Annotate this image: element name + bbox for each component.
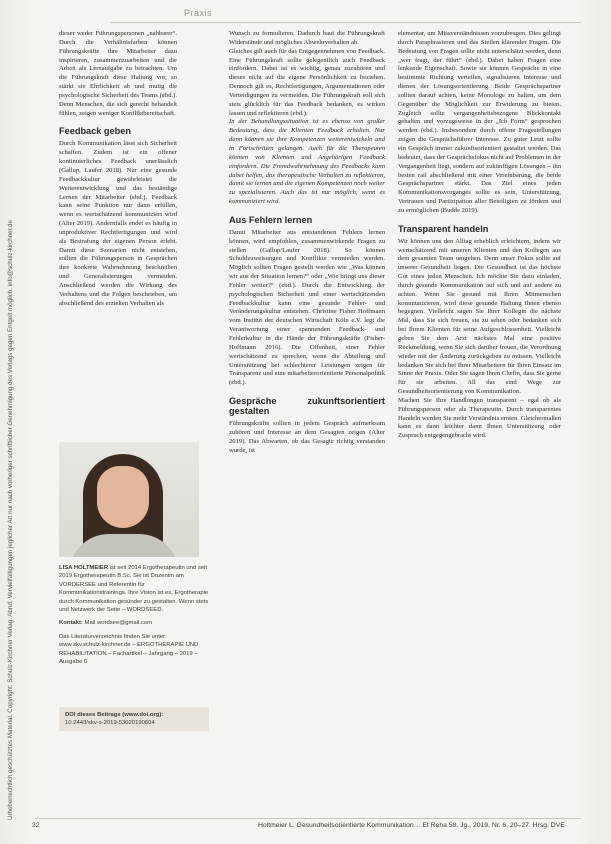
italic-paragraph: In der Behandlungssituation ist es ebenso von großer Bedeutung, dass die Klienten Feedback erhalten. Nur dann können sie ihre Kompetenzen weiterentwickeln und in Fortschritten gelangen. Auch für die Therapeuten können von Klienten und Angehörigen Feedback einfordern. Die Fremdwahrnehmung des Feedbacks kann dabei helfen, das therapeutische Verhalten zu reflektieren, damit sie lernen und die eigenen Kompetenzen noch weiter zu spezialisieren. Auch das ist nur möglich, wenn es kommuniziert wird. <box>229 118 385 206</box>
doi-label: DOI dieses Beitrags (www.doi.org): <box>65 712 164 718</box>
paragraph: Damit Mitarbeiter aus entstandenen Fehlern lernen können, wird empfohlen, zusammenwirkende Fragen zu stellen (Gallup/Laufer 2018). So können Schuldzuweisungen und Konflikte vermieden werden. Möglich sollten Fragen gestellt werden wie „Was können wir aus der Situation lernen?“ oder „Wie bringt uns dieser Fehler weiter?“ (ebd.). Durch die Entwicklung der psychologischen Sicherheit und einer wertschätzenden Feedbackkultur kann eine gesunde Fehler- und Veränderungskultur entstehen. Christine Fisher Hoffmann vom Institut der deutschen Wirtschaft Köln e.V. legt die Verantwortung einer spannenden Feedback- und Fehlerkultur in die Hände der Führungskräfte (Fisher-Hoffmann 2016). Die Offenheit, einer Fehler wertschätzend zu sprechen, wenn die Abteilung und Unterstützung bei schlechterer Leistungen zeigen für Transparenz und eine mitarbeiterorientierte Personalpolitik (ebd.). <box>229 228 385 387</box>
header-rule <box>110 8 581 23</box>
heading-fehler: Aus Fehlern lernen <box>229 214 313 225</box>
heading-gespraeche: Gespräche zukunftsorientiert gestalten <box>229 396 385 417</box>
paragraph: elementar, um Missverständnissen vorzubeugen. Dies gelingt durch Paraphrasieren und das Stellen klärender Fragen. Die Bedeutung von Fragen sollte nicht unterschätzt werden, denn „wer fragt, der führt“ (ebd.). Dabei haben Fragen eine lenkende Eigenschaft. Sowie sie können Gespräche in eine bestimmte Richtung verteilen, signalisieren Interesse und dienen der Lösungsorientierung. Beide Gesprächspartner sollten darauf achten, keine Monologe zu halten, um dem Gegenüber die Möglichkeit zur Erwiderung zu bieten. Zugleich sollte vergangenheitsbezogene Blickkontakt gehalten und vorzugsweise in der „Ich Form“ gesprochen werden (ebd.). Insbesondere durch offene Fragestellungen zeigen die Gesprächsführer Interesse. Zu guter Letzt sollte ein Gespräch immer zukunftsorientiert gestaltet werden. Das bedeutet, dass der Gesprächsfokus nicht auf Problemen in der Vergangenheit liegt, sondern auf zukünftigen Lösungen – ihn besten rail abschließend mit einer Vereinbarung, die beide Gesprächspartner stärkt. Das Ziel eines jeden Kommunikationsvorganges sollte es sein, Unterstützung, Vertrauen und Partizipation aller Beteiligten zu fördern und zu ermöglichen (Budde 2019). <box>398 30 561 214</box>
doi-box <box>59 707 209 731</box>
footer-rule <box>35 818 581 819</box>
doi-value[interactable]: 10.2443/skv-s-2019-53020190604 <box>65 720 155 726</box>
paragraph: Wunsch zu formulieren. Dadurch baut die Führungskraft Widerstände und mögliches Abwehrverhalten ab. <box>229 30 385 46</box>
heading-transparent: Transparent handeln <box>398 223 489 234</box>
paragraph: Wir können uns den Alltag erheblich erleichtern, indem wir wertschätzend mit unseren Klienten und den Kollegen aus dem gesamten Team umgehen. Denn unser Fokus sollte auf unserer Gesundheit liegen. Die Gesundheit ist das höchste Gut eines jeden Menschen. Ich möchte Sie dazu einladen, durch gesunde Kommunikation auf sich und auf andere zu achten. Wenn Sie gesund mit Ihren Mitmenschen kommunizieren, wird diese gesunde Haltung Ihnen ebenso begegnen. Vielleicht sagen Sie Ihrer Kollegin die nächste Mal, dass Sie sich freuen, sie zu sehen oder bedanken sich bei Ihrem Klienten für seine Aufgeschlossenheit. Vielleicht geben Sie dem Arzt nächstes Mal eine positive Rückmeldung, wenn Sie sich darüber freuen, die Verordnung wieder mit der Änderung zurückgeben zu müssen. Vielleicht bedanken Sie sich bei Ihrer Mitarbeitern für Ihren Einsatz im Sinne der Praxis. Oder Sie sagen Ihren Chefin, dass Sie gerne für sie arbeiten. All das sind Wege zur Gesundheitsorientierung von Kommunikation. <box>398 237 561 396</box>
column-3 <box>398 30 561 441</box>
contact-label: Kontakt: <box>59 620 83 627</box>
literature-note: Das Literaturverzeichnis finden Sie unter: www.skv.schulz-kirchner.de – ERGOTHERAPIE UND REHABILITATION – Fachartikel – Jahrgang – 2019 – Ausgabe 6 <box>59 633 199 666</box>
copyright-notice: Urheberrechtlich geschütztes Material. Copyright: Schulz-Kirchner Verlag. Abruf, Vervielfältigungen jeglicher Art nur nach vorheriger schriftlicher Genehmigung des Verlags gegen Entgelt möglich. info@schulz-kirchner.de <box>7 220 14 820</box>
footer-reference: Holtmeier L. Gesundheitsorientierte Kommunikation… Et Reha 58. Jg., 2019, Nr. 6, 20–27. Hrsg. DVE <box>258 822 565 829</box>
contact-email[interactable]: Mail wordsee@gmail.com <box>84 620 153 627</box>
heading-feedback: Feedback geben <box>59 126 131 137</box>
column-2 <box>229 30 385 455</box>
paragraph: Führungskräfte sollten in jedem Gespräch aufmerksam zuhören und Interesse an dem Gesagten zeigen (Alter 2019). Das Abwarten, ob das Gesagte richtig verstanden wurde, ist <box>229 420 385 454</box>
paragraph: Durch Kommunikation lässt sich Sicherheit schaffen. Zudem ist ein offener kontinuierliches Feedback unerlässlich (Gallup, Laufer 2018). Nur eine gesunde Feedbackkultur gewährleistet die Weiterentwicklung und das beständige Lernen der Mitarbeiter (ebd.). Feedback kann seine Funktion nur dann erfüllen, wenn es wertschätzend kommuniziert wird (Alter 2019). Andernfalls endet es häufig in unproduktiver Rechtfertigungen und wird als Bestrafung der eigenen Person erlebt. Damit diese Szenarien nicht entstehen, sollten die Führungsperson in Gesprächen ihre konkrete Wahrnehmung beschreiben und Generalisierungen vermeiden. Anschließend werden die Wirkung des Verhaltens und die Folgen beschrieben, um abschließend des erzielten Verhalten als <box>59 140 177 307</box>
page-number: 32 <box>32 822 40 829</box>
paragraph: Gleiches gilt auch für das Entgegennehmen von Feedback. Eine Führungskraft sollte gelegentlich auch Feedback einfordern. Dabei ist es wichtig, genau zuzuhören und dieses nicht auf die eigene Persönlichkeit zu beziehen. Dennoch gilt es, Rechtfertigungen, Argumentationen oder Verteidigungen zu vermeiden. Die Führungskraft soll sich stets glücklich für das Feedback bedanken, es wirken lassen und reflektieren (ebd.). <box>229 47 385 117</box>
author-name: LISA HOLTMEIER <box>59 565 109 571</box>
author-bio <box>59 564 209 671</box>
author-photo <box>59 442 199 557</box>
bio-text: ist seit 2014 Ergotherapeutin und seit 2019 Ergotherapeutin B.Sc. Sie ist Dozentin am VORDERSEE und Referentin für Kommunikationstrainings. Ihre Vision ist es, Ergotherapie durch Kommunikation gesünder zu gestalten. Wenn stets und Netzwerk der Seite – WORDSEED. <box>59 565 209 614</box>
paragraph: dieser weder Führungspersonen „nahbarer“. Durch die Verhältnisfarben können Führungskräfte ihre Mitarbeiter dazu inspirieren, zusammenzuarbeiten und die Arbeit als Lernaufgabe zu betrachten. Um die Führungskraft diese Haltung vor, so stärkt sie Ehrlichkeit ab und mutig die psychologische Sicherheit des Teams (ebd.). Denn Menschen, die sich gerecht behandelt fühlen, zeigen weniger Konfliktbereitschaft. <box>59 30 177 117</box>
column-1 <box>59 30 177 308</box>
contact-paragraph <box>59 619 209 627</box>
bio-paragraph <box>59 564 209 614</box>
section-title: Praxis <box>184 8 213 18</box>
paragraph: Machen Sie Ihre Handlungen transparent – egal ob als Führungsperson oder als Therapeutin. Durch transparentes Handeln werden Sie mehr Verständnis ernten. Gleichermaßen kann es dann leichter dann Ihnen Unterstützung oder Zuspruch entgegengebracht wird. <box>398 396 561 440</box>
